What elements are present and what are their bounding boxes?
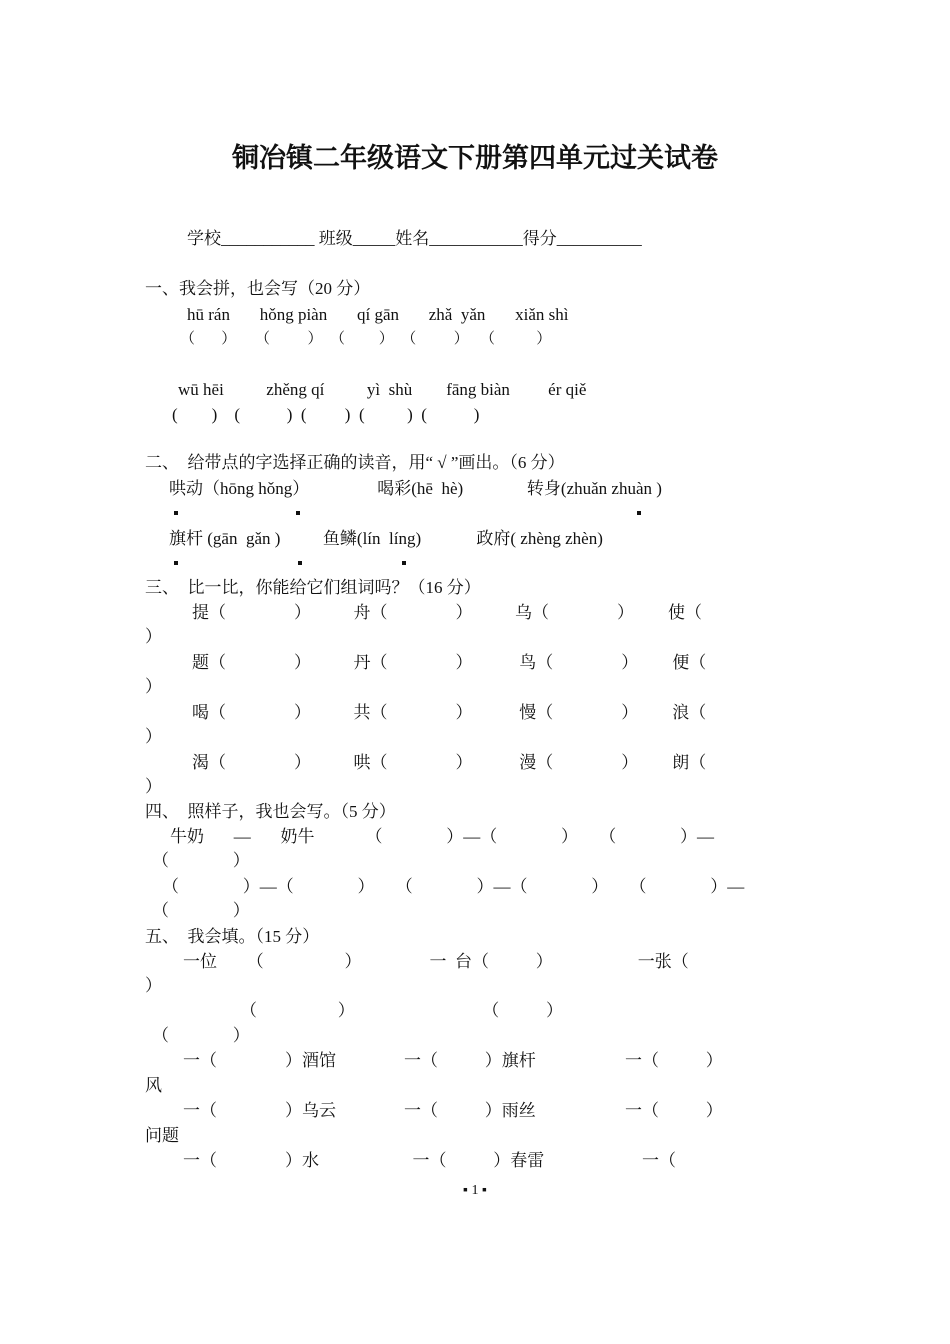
word-group-row: 提（ ） 舟（ ） 乌（ ） 使（: [192, 603, 702, 622]
row-wrap: ）: [145, 727, 162, 746]
row-wrap: ）: [145, 976, 162, 995]
example-row-1: 牛奶 — 奶牛 （ ）—（ ） （ ）—: [170, 827, 714, 846]
page-title: 铜冶镇二年级语文下册第四单元过关试卷: [232, 143, 718, 174]
emphasis-dot: [402, 561, 406, 565]
word-group-row: 喝（ ） 共（ ） 慢（ ） 浪（: [192, 703, 707, 722]
fill-row-2: （ ） （ ）: [240, 1001, 563, 1020]
emphasis-dot: [637, 511, 641, 515]
section-3-heading: 三、 比一比，你能给它们组词吗？（16 分）: [145, 578, 481, 597]
answer-boxes-row-1: （ ） （ ） （ ） （ ） （ ）: [180, 331, 552, 347]
emphasis-dot: [174, 561, 178, 565]
row-wrap: ）: [145, 777, 162, 796]
pinyin-row-2: wū hēi zhěng qí yì shù fāng biàn ér qiě: [178, 380, 587, 399]
answer-boxes-row-2: ( ) ( ) ( ) ( ) ( ): [172, 405, 480, 424]
section-2-heading: 二、 给带点的字选择正确的读音，用“ √ ”画出。（6 分）: [145, 453, 565, 472]
section-1-heading: 一、我会拼，也会写（20 分）: [145, 279, 371, 298]
row-wrap: （ ）: [152, 901, 250, 920]
page-number: ▪ 1 ▪: [463, 1183, 487, 1198]
reading-choice-row-2: 旗杆 (gān gǎn ) 鱼鳞(lín líng) 政府( zhèng zhèn): [169, 529, 603, 548]
emphasis-dot: [298, 561, 302, 565]
fill-row-5: 一（ ）水 一（ ）春雷 一（: [183, 1151, 676, 1170]
word-group-row: 渴（ ） 哄（ ） 漫（ ） 朗（: [192, 753, 707, 772]
row-wrap: （ ）: [152, 1026, 250, 1045]
example-row-2: （ ）—（ ） （ ）—（ ） （ ）—: [162, 877, 745, 896]
emphasis-dot: [174, 511, 178, 515]
row-wrap: （ ）: [152, 851, 250, 870]
row-wrap: 问题: [145, 1126, 179, 1145]
row-wrap: ）: [145, 627, 162, 646]
fill-row-4: 一（ ）乌云 一（ ）雨丝 一（ ）: [183, 1101, 723, 1120]
reading-choice-row-1: 哄动（hōng hǒng） 喝彩(hē hè) 转身(zhuǎn zhuàn ): [169, 479, 662, 498]
row-wrap: ）: [145, 677, 162, 696]
section-4-heading: 四、 照样子，我也会写。（5 分）: [145, 802, 396, 821]
pinyin-row-1: hū rán hǒng piàn qí gān zhǎ yǎn xiǎn shì: [187, 305, 569, 324]
section-5-heading: 五、 我会填。（15 分）: [145, 927, 320, 946]
emphasis-dot: [296, 511, 300, 515]
student-info-line: 学校___________ 班级_____姓名___________得分__________: [187, 229, 642, 248]
fill-row-1: 一位 （ ） 一 台（ ） 一张（: [183, 952, 689, 971]
fill-row-3: 一（ ）酒馆 一（ ）旗杆 一（ ）: [183, 1051, 723, 1070]
word-group-row: 题（ ） 丹（ ） 鸟（ ） 便（: [192, 653, 707, 672]
page-number-value: 1: [471, 1183, 479, 1198]
row-wrap: 风: [145, 1076, 162, 1095]
